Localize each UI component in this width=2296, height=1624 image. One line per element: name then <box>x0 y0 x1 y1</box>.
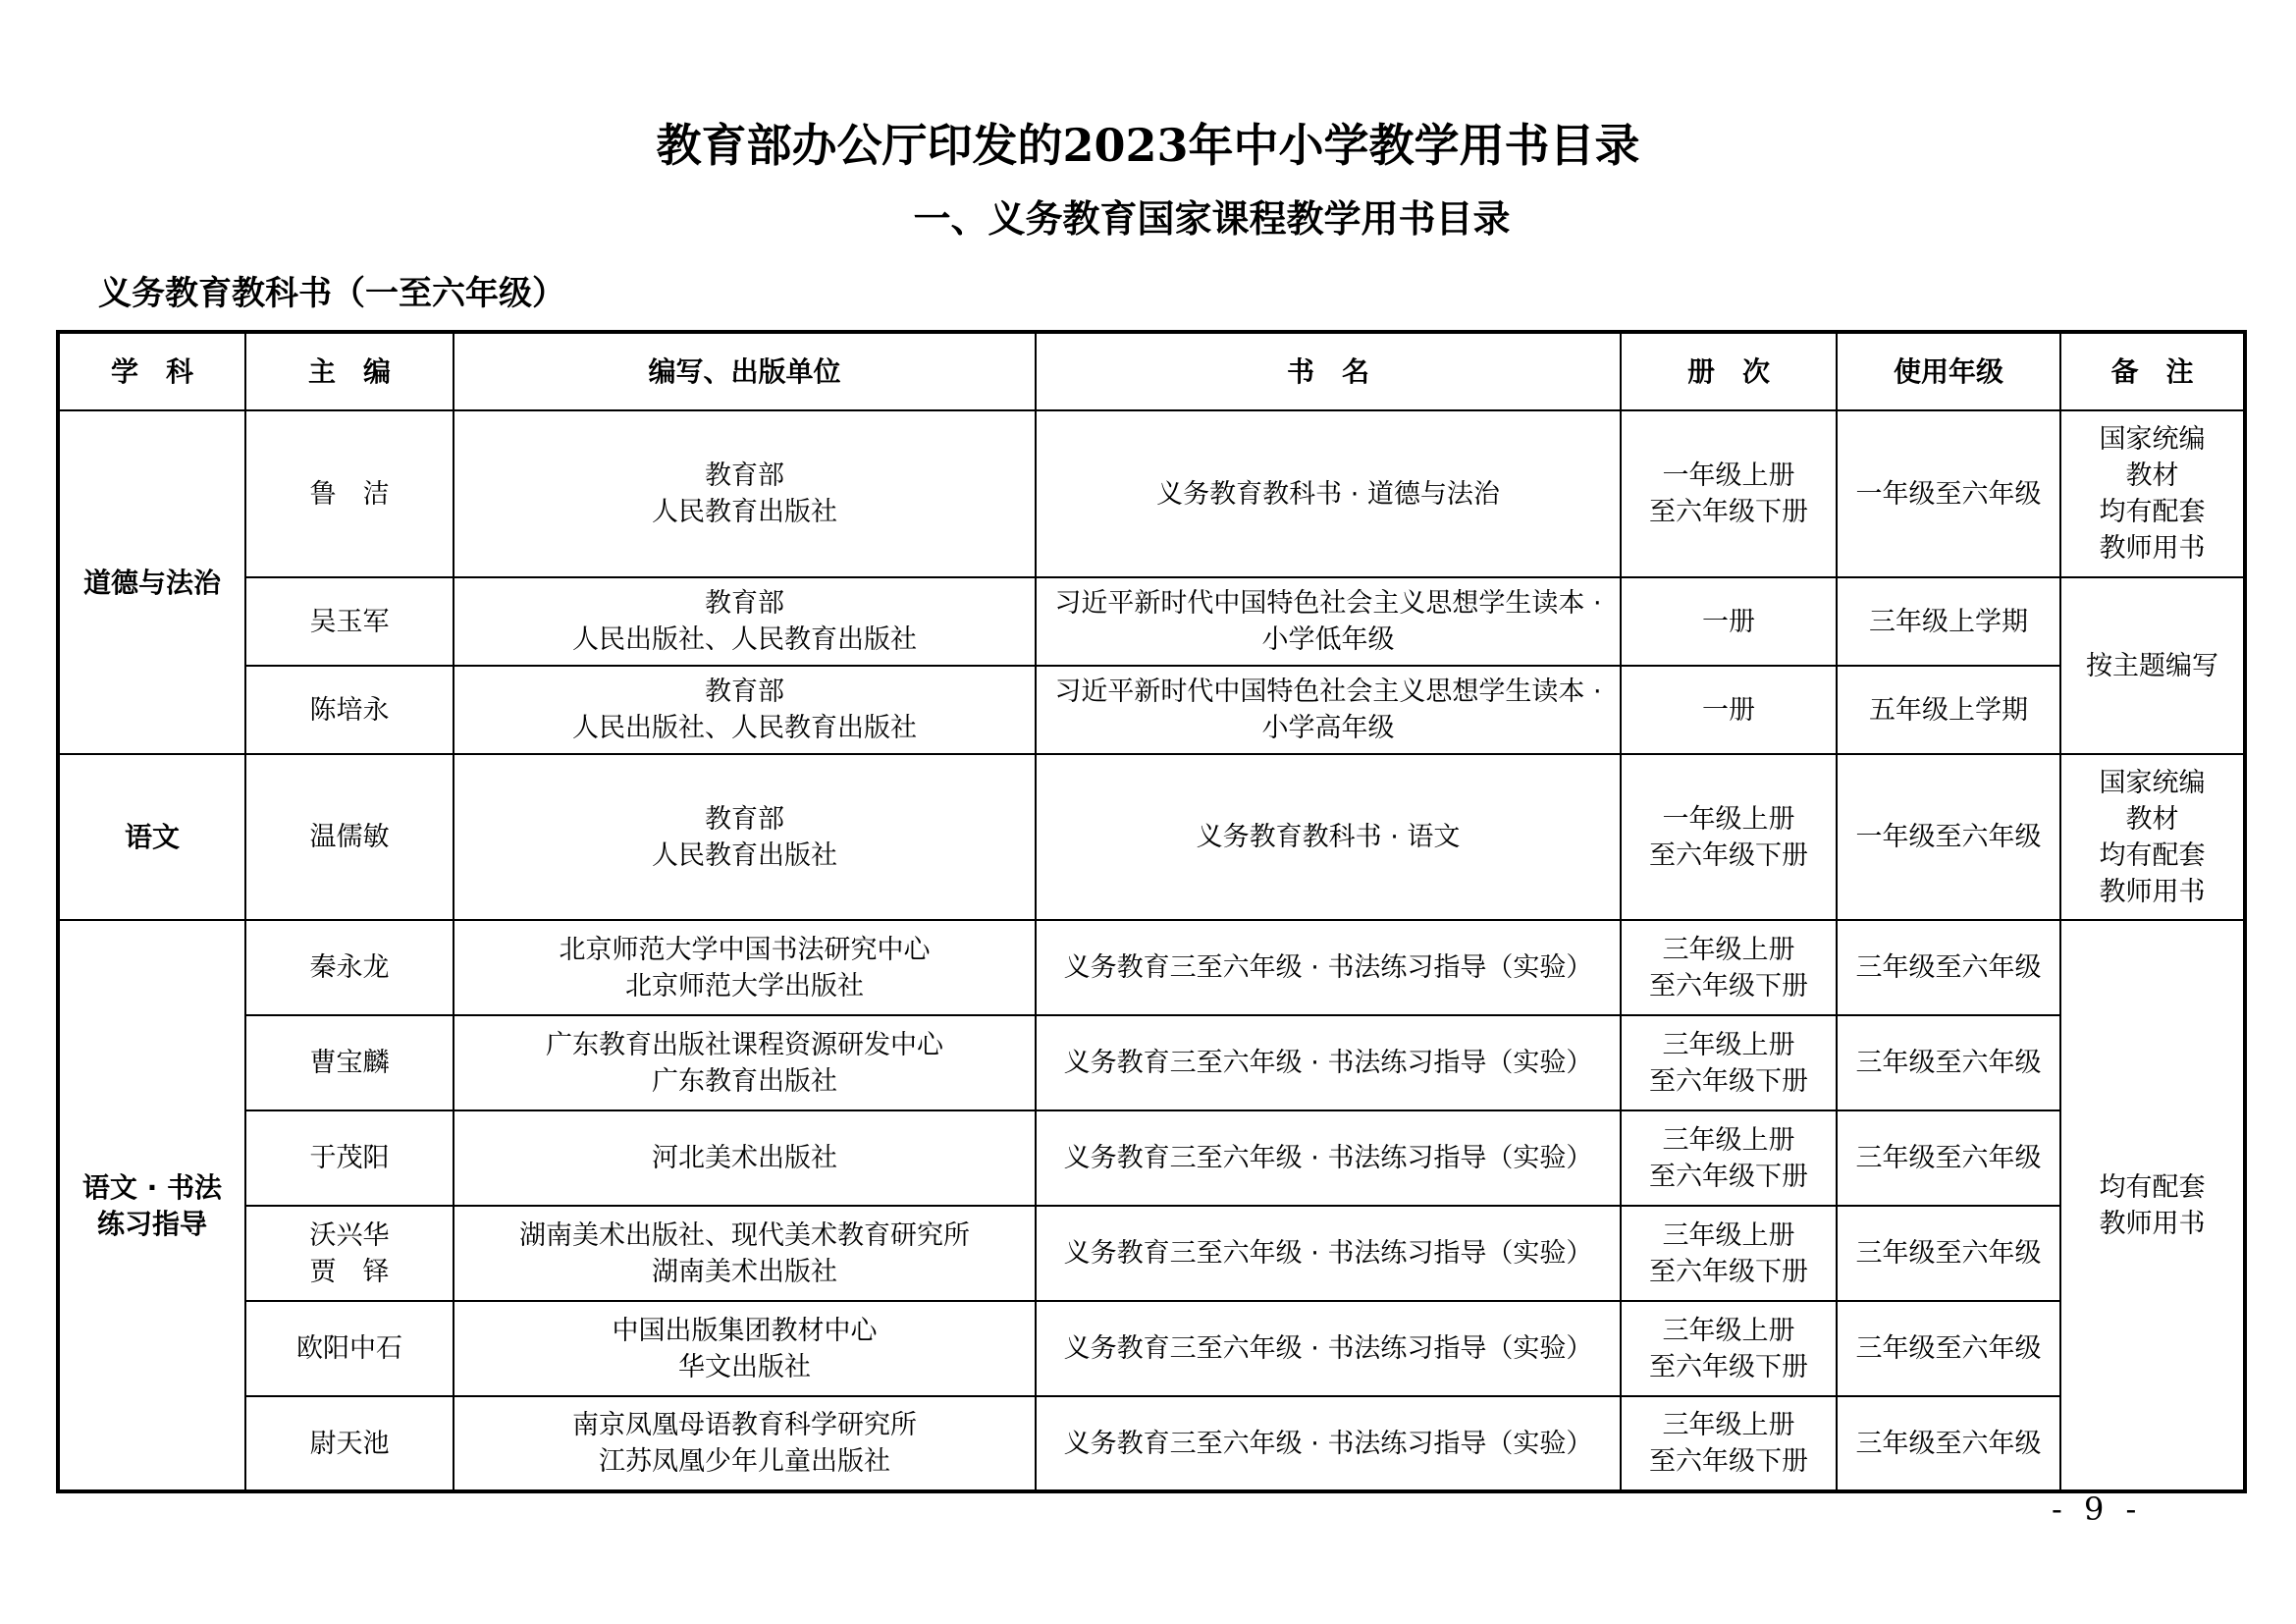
volume-cell: 一册 <box>1621 666 1837 754</box>
book-title-cell: 义务教育三至六年级 · 书法练习指导（实验） <box>1036 1396 1621 1491</box>
table-row <box>58 666 2245 754</box>
table-row <box>58 1206 2245 1301</box>
grade-cell: 三年级至六年级 <box>1837 1015 2060 1110</box>
volume-cell: 一年级上册 至六年级下册 <box>1621 410 1837 577</box>
editor-cell: 曹宝麟 <box>245 1015 454 1110</box>
header-volume: 册 次 <box>1621 332 1837 410</box>
table-row <box>58 1015 2245 1110</box>
volume-cell: 三年级上册 至六年级下册 <box>1621 1110 1837 1206</box>
book-title-cell: 义务教育三至六年级 · 书法练习指导（实验） <box>1036 920 1621 1015</box>
header-publisher: 编写、出版单位 <box>454 332 1036 410</box>
editor-cell: 吴玉军 <box>245 577 454 666</box>
publisher-cell: 教育部 人民教育出版社 <box>454 410 1036 577</box>
table-row <box>58 1110 2245 1206</box>
publisher-cell: 湖南美术出版社、现代美术教育研究所 湖南美术出版社 <box>454 1206 1036 1301</box>
book-title-cell: 习近平新时代中国特色社会主义思想学生读本 · 小学高年级 <box>1036 666 1621 754</box>
notes-cell: 国家统编 教材 均有配套 教师用书 <box>2060 410 2245 577</box>
section-heading: 义务教育教科书（一至六年级） <box>98 274 565 313</box>
volume-cell: 三年级上册 至六年级下册 <box>1621 1015 1837 1110</box>
book-title-cell: 义务教育三至六年级 · 书法练习指导（实验） <box>1036 1206 1621 1301</box>
notes-cell: 均有配套 教师用书 <box>2060 920 2245 1491</box>
editor-cell: 于茂阳 <box>245 1110 454 1206</box>
table-row <box>58 410 2245 577</box>
publisher-cell: 教育部 人民出版社、人民教育出版社 <box>454 577 1036 666</box>
table-row <box>58 920 2245 1015</box>
table-row <box>58 754 2245 920</box>
volume-cell: 三年级上册 至六年级下册 <box>1621 1301 1837 1396</box>
table-row <box>58 1396 2245 1491</box>
editor-cell: 陈培永 <box>245 666 454 754</box>
book-title-cell: 义务教育三至六年级 · 书法练习指导（实验） <box>1036 1301 1621 1396</box>
notes-cell: 按主题编写 <box>2060 577 2245 754</box>
publisher-cell: 北京师范大学中国书法研究中心 北京师范大学出版社 <box>454 920 1036 1015</box>
publisher-cell: 教育部 人民教育出版社 <box>454 754 1036 920</box>
grade-cell: 三年级上学期 <box>1837 577 2060 666</box>
table-row <box>58 577 2245 666</box>
grade-cell: 五年级上学期 <box>1837 666 2060 754</box>
publisher-cell: 教育部 人民出版社、人民教育出版社 <box>454 666 1036 754</box>
textbook-catalog-table <box>56 330 2247 1493</box>
header-grade: 使用年级 <box>1837 332 2060 410</box>
grade-cell: 三年级至六年级 <box>1837 920 2060 1015</box>
volume-cell: 三年级上册 至六年级下册 <box>1621 1206 1837 1301</box>
grade-cell: 三年级至六年级 <box>1837 1396 2060 1491</box>
volume-cell: 三年级上册 至六年级下册 <box>1621 920 1837 1015</box>
subject-cell: 语文 · 书法 练习指导 <box>58 920 245 1491</box>
table-header-row <box>58 332 2245 410</box>
editor-cell: 沃兴华 贾 铎 <box>245 1206 454 1301</box>
grade-cell: 一年级至六年级 <box>1837 754 2060 920</box>
volume-cell: 一年级上册 至六年级下册 <box>1621 754 1837 920</box>
subject-cell: 道德与法治 <box>58 410 245 754</box>
header-subject: 学 科 <box>58 332 245 410</box>
book-title-cell: 习近平新时代中国特色社会主义思想学生读本 · 小学低年级 <box>1036 577 1621 666</box>
notes-cell: 国家统编 教材 均有配套 教师用书 <box>2060 754 2245 920</box>
header-book-title: 书 名 <box>1036 332 1621 410</box>
grade-cell: 三年级至六年级 <box>1837 1110 2060 1206</box>
editor-cell: 尉天池 <box>245 1396 454 1491</box>
editor-cell: 秦永龙 <box>245 920 454 1015</box>
table-row <box>58 1301 2245 1396</box>
page-number: - 9 - <box>2052 1490 2143 1528</box>
book-title-cell: 义务教育三至六年级 · 书法练习指导（实验） <box>1036 1015 1621 1110</box>
grade-cell: 一年级至六年级 <box>1837 410 2060 577</box>
document-title: 教育部办公厅印发的2023年中小学教学用书目录 <box>656 119 1640 172</box>
publisher-cell: 河北美术出版社 <box>454 1110 1036 1206</box>
volume-cell: 一册 <box>1621 577 1837 666</box>
header-notes: 备 注 <box>2060 332 2245 410</box>
editor-cell: 鲁 洁 <box>245 410 454 577</box>
publisher-cell: 广东教育出版社课程资源研发中心 广东教育出版社 <box>454 1015 1036 1110</box>
subject-cell: 语文 <box>58 754 245 920</box>
book-title-cell: 义务教育教科书 · 道德与法治 <box>1036 410 1621 577</box>
header-editor: 主 编 <box>245 332 454 410</box>
editor-cell: 温儒敏 <box>245 754 454 920</box>
volume-cell: 三年级上册 至六年级下册 <box>1621 1396 1837 1491</box>
grade-cell: 三年级至六年级 <box>1837 1206 2060 1301</box>
book-title-cell: 义务教育三至六年级 · 书法练习指导（实验） <box>1036 1110 1621 1206</box>
grade-cell: 三年级至六年级 <box>1837 1301 2060 1396</box>
publisher-cell: 南京凤凰母语教育科学研究所 江苏凤凰少年儿童出版社 <box>454 1396 1036 1491</box>
document-subtitle: 一、义务教育国家课程教学用书目录 <box>913 196 1511 241</box>
editor-cell: 欧阳中石 <box>245 1301 454 1396</box>
publisher-cell: 中国出版集团教材中心 华文出版社 <box>454 1301 1036 1396</box>
book-title-cell: 义务教育教科书 · 语文 <box>1036 754 1621 920</box>
